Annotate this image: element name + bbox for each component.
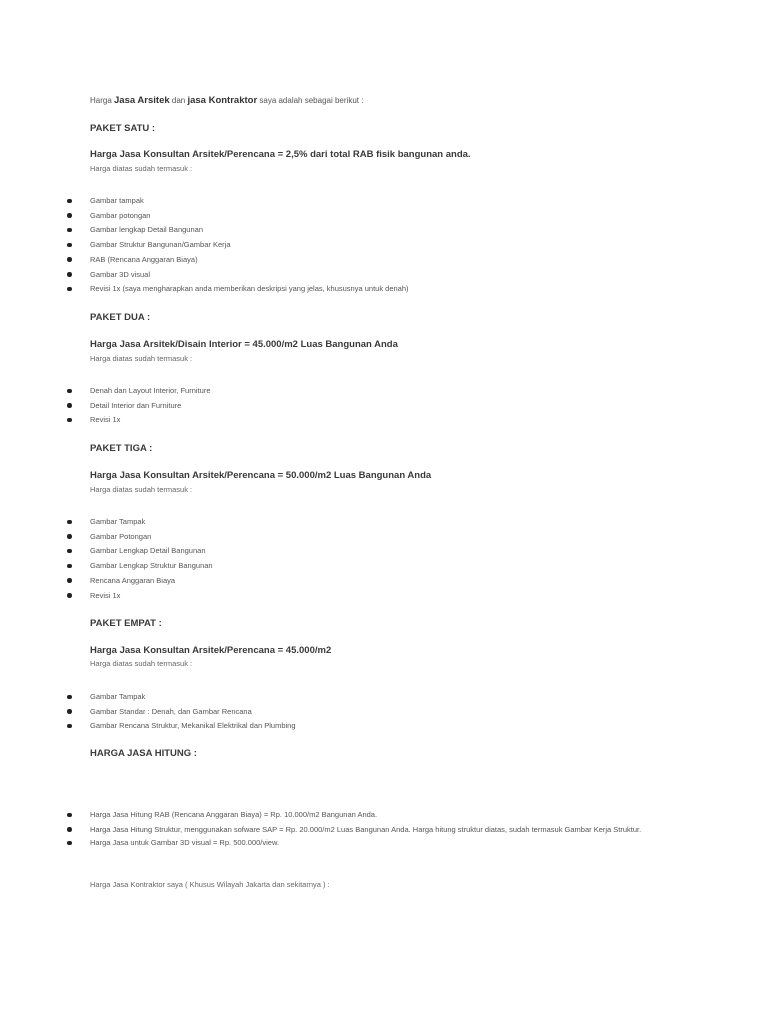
intro-text-3: saya adalah sebagai berikut : [257,96,364,105]
list-item [0,253,700,268]
list-item-text: Revisi 1x (saya mengharapkan anda memberikan deskripsi yang jelas, khususnya untuk denah) [90,284,409,294]
list-item [0,705,700,720]
hitung-heading: HARGA JASA HITUNG : [90,748,197,759]
hitung-list [0,808,700,851]
paket-empat-heading: PAKET EMPAT : [90,618,162,629]
paket-tiga-list [0,515,700,603]
list-item-text: Harga Jasa untuk Gambar 3D visual = Rp. 500.000/view. [90,838,280,848]
bullet-icon [67,593,72,598]
list-item [0,268,700,283]
list-item [0,209,700,224]
list-item [0,515,700,530]
paket-empat-title: Harga Jasa Konsultan Arsitek/Perencana = 45.000/m2 [90,645,332,656]
list-item-text: Revisi 1x [90,590,121,600]
list-item-text: Gambar Lengkap Detail Bangunan [90,546,206,556]
list-item [0,223,700,238]
bullet-icon [67,389,72,394]
list-item [0,384,700,399]
bullet-icon [67,827,72,832]
list-item-text: Gambar potongan [90,210,151,220]
list-item-text: Harga Jasa Hitung RAB (Rencana Anggaran Biaya) = Rp. 10.000/m2 Bangunan Anda. [90,810,378,819]
bullet-icon [67,520,72,525]
bullet-icon [67,199,72,204]
bullet-icon [67,418,72,423]
list-item [0,823,700,837]
bullet-icon [67,534,72,539]
bullet-icon [67,724,72,729]
paket-dua-note: Harga diatas sudah termasuk : [90,354,193,363]
list-item [0,544,700,559]
list-item-text: Gambar Standar : Denah, dan Gambar Rencana [90,706,252,716]
list-item-text: Gambar Struktur Bangunan/Gambar Kerja [90,240,231,250]
bullet-icon [67,243,72,248]
paket-tiga-note: Harga diatas sudah termasuk : [90,485,193,494]
list-item-text: Gambar Lengkap Struktur Bangunan [90,561,213,571]
kontraktor-paragraph: Harga Jasa Kontraktor saya ( Khusus Wilayah Jakarta dan sekitarnya ) : [90,880,330,889]
bullet-icon [67,564,72,569]
paket-dua-title: Harga Jasa Arsitek/Disain Interior = 45.000/m2 Luas Bangunan Anda [90,339,398,350]
list-item-text: Harga Jasa Hitung Struktur, menggunakan sofware SAP = Rp. 20.000/m2 Luas Bangunan Anda. Harga hitung struktur diatas, sudah termasuk Gambar Kerja Struktur. [90,824,642,834]
list-item-text: Gambar tampak [90,196,144,205]
bullet-icon [67,272,72,277]
list-item [0,194,700,209]
list-item-text: Gambar 3D visual [90,269,151,279]
intro-bold-kontraktor: jasa Kontraktor [187,95,258,106]
list-item-text: Gambar Rencana Struktur, Mekanikal Elektrikal dan Plumbing [90,721,296,731]
paket-satu-title: Harga Jasa Konsultan Arsitek/Perencana = 2,5% dari total RAB fisik bangunan anda. [90,149,471,160]
bullet-icon [67,695,72,700]
list-item [0,574,700,589]
paket-satu-heading: PAKET SATU : [90,123,156,134]
intro-text-1: Harga [90,96,115,105]
bullet-icon [67,549,72,554]
paket-empat-note: Harga diatas sudah termasuk : [90,659,193,668]
bullet-icon [67,403,72,408]
list-item-text: Revisi 1x [90,415,121,425]
list-item-text: Gambar Tampak [90,692,146,701]
paket-tiga-heading: PAKET TIGA : [90,443,153,454]
intro-paragraph [90,96,363,106]
list-item [0,836,700,851]
bullet-icon [67,841,72,846]
bullet-icon [67,813,72,818]
bullet-icon [67,213,72,218]
list-item [0,690,700,705]
paket-satu-list [0,194,700,297]
list-item [0,719,700,734]
list-item [0,413,700,428]
bullet-icon [67,709,72,714]
paket-dua-heading: PAKET DUA : [90,312,151,323]
bullet-icon [67,287,72,292]
list-item [0,238,700,253]
bullet-icon [67,578,72,583]
list-item [0,589,700,604]
bullet-icon [67,228,72,233]
list-item-text: Gambar lengkap Detail Bangunan [90,225,203,235]
list-item [0,530,700,545]
list-item-text: Gambar Potongan [90,531,152,541]
list-item-text: Gambar Tampak [90,517,146,526]
list-item [0,399,700,414]
list-item [0,559,700,574]
list-item-text: Rencana Anggaran Biaya [90,575,176,585]
list-item-text: RAB (Rencana Anggaran Biaya) [90,254,198,264]
list-item-text: Denah dan Layout Interior, Furniture [90,386,211,395]
paket-tiga-title: Harga Jasa Konsultan Arsitek/Perencana = 50.000/m2 Luas Bangunan Anda [90,470,432,481]
list-item [0,282,700,297]
paket-dua-list [0,384,700,428]
list-item [0,808,700,823]
list-item-text: Detail Interior dan Furniture [90,400,182,410]
paket-satu-note: Harga diatas sudah termasuk : [90,164,193,173]
paket-empat-list [0,690,700,734]
intro-text-2: dan [169,96,188,105]
bullet-icon [67,257,72,262]
intro-bold-arsitek: Jasa Arsitek [114,95,170,106]
